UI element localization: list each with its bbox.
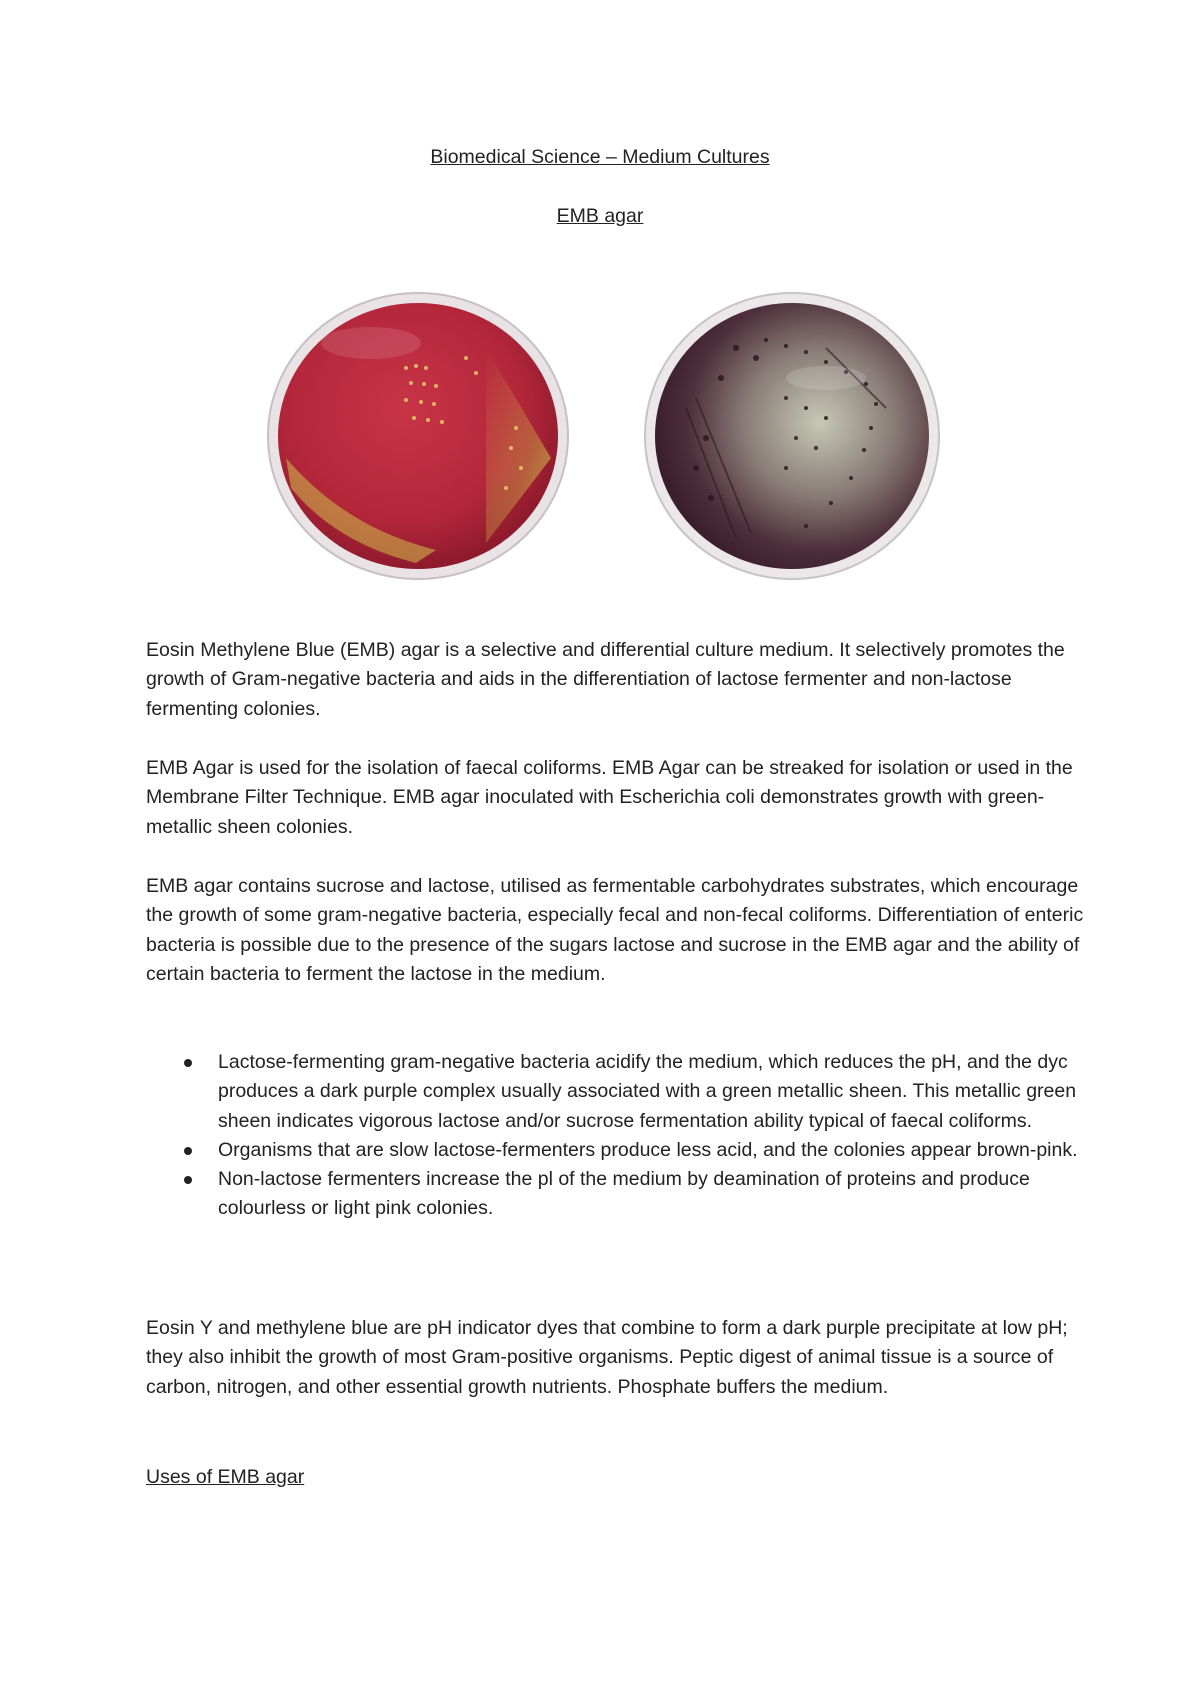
document-subtitle: EMB agar [556,205,644,227]
paragraph-intro: Eosin Methylene Blue (EMB) agar is a selective and differential culture medium. It selectively promotes the growth of Gram-negative bacteria and aids in the differentiation of lactose fermenter and non-lactose fermenting colonies. [146,639,1065,720]
agar-plates-image [266,288,946,588]
list-item-text: Lactose-fermenting gram-negative bacteria acidify the medium, which reduces the pH, and the dyc produces a dark purple complex usually associated with a green metallic sheen. This metallic green sheen indicates vigorous lactose and/or sucrose fermentation ability typical of faecal coliforms. [218,1051,1077,1132]
list-item-text: Non-lactose fermenters increase the pl of the medium by deamination of proteins and produce colourless or light pink colonies. [218,1168,1030,1220]
list-item [146,1136,1086,1165]
section-heading-uses: Uses of EMB agar [146,1466,305,1488]
purple-emb-plate [645,293,939,579]
bullet-icon [184,1176,192,1184]
bullet-icon [184,1147,192,1155]
list-item [146,1048,1086,1136]
paragraph-isolation: EMB Agar is used for the isolation of faecal coliforms. EMB Agar can be streaked for isolation or used in the Membrane Filter Technique. EMB agar inoculated with Escherichia coli demonstrates growth with green-metallic sheen colonies. [146,757,1073,838]
paragraph-dyes: Eosin Y and methylene blue are pH indicator dyes that combine to form a dark purple precipitate at low pH; they also inhibit the growth of most Gram-positive organisms. Peptic digest of animal tissue is a source of carbon, nitrogen, and other essential growth nutrients. Phosphate buffers the medium. [146,1317,1068,1398]
paragraph-sugars: EMB agar contains sucrose and lactose, utilised as fermentable carbohydrates substrates, which encourage the growth of some gram-negative bacteria, especially fecal and non-fecal coliforms. Differentiation of enteric bacteria is possible due to the presence of the sugars lactose and sucrose in the EMB agar and the ability of certain bacteria to ferment the lactose in the medium. [146,875,1084,985]
bullet-icon [184,1059,192,1067]
red-emb-plate [268,293,568,579]
document-title: Biomedical Science – Medium Cultures [430,146,770,168]
list-item [146,1165,1086,1224]
fermentation-bullet-list [146,1048,1086,1224]
list-item-text: Organisms that are slow lactose-fermenters produce less acid, and the colonies appear brown-pink. [218,1138,1078,1161]
agar-plates-figure [266,288,946,588]
